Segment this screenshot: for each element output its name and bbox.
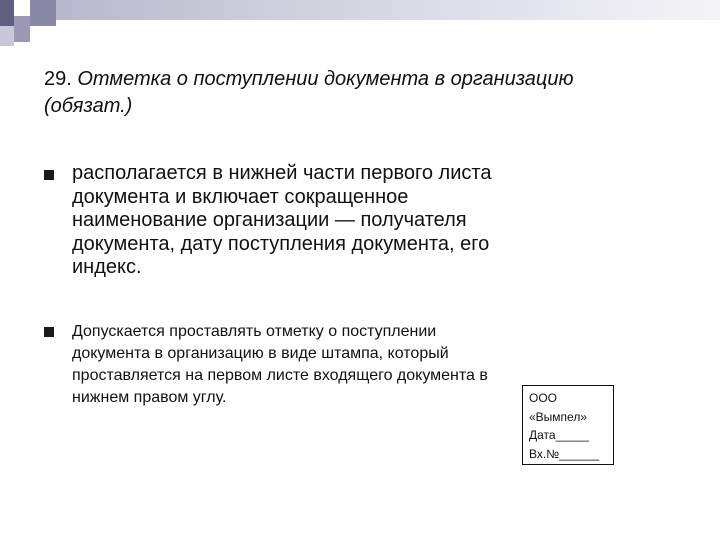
bullet-item: Допускается проставлять отметку о поступлении документа в организацию в виде штампа, который проставляется на первом листе входящего документа в нижнем правом углу. (72, 323, 488, 406)
stamp-line: ООО (529, 391, 558, 405)
bullet-item: располагается в нижней части первого листа документа и включает сокращенное наименование организации — получателя документа, дату поступления документа, его индекс. (72, 162, 492, 278)
decor-square (30, 0, 56, 26)
slide-title-text: Отметка о поступлении документа в организацию (обязат.) (44, 68, 574, 117)
stamp-line: Дата_____ (529, 428, 589, 442)
decor-top-bar (56, 0, 720, 20)
stamp-line: «Вымпел» (529, 409, 588, 424)
decor-square (14, 16, 30, 42)
decor-square (0, 26, 14, 46)
stamp-line: Вх.№______ (529, 446, 600, 461)
stamp-box (522, 385, 614, 465)
slide-title (44, 66, 664, 120)
square-bullet-icon (44, 170, 54, 180)
decor-square (14, 0, 30, 16)
square-bullet-icon (44, 327, 54, 337)
slide-number: 29. (44, 68, 72, 90)
